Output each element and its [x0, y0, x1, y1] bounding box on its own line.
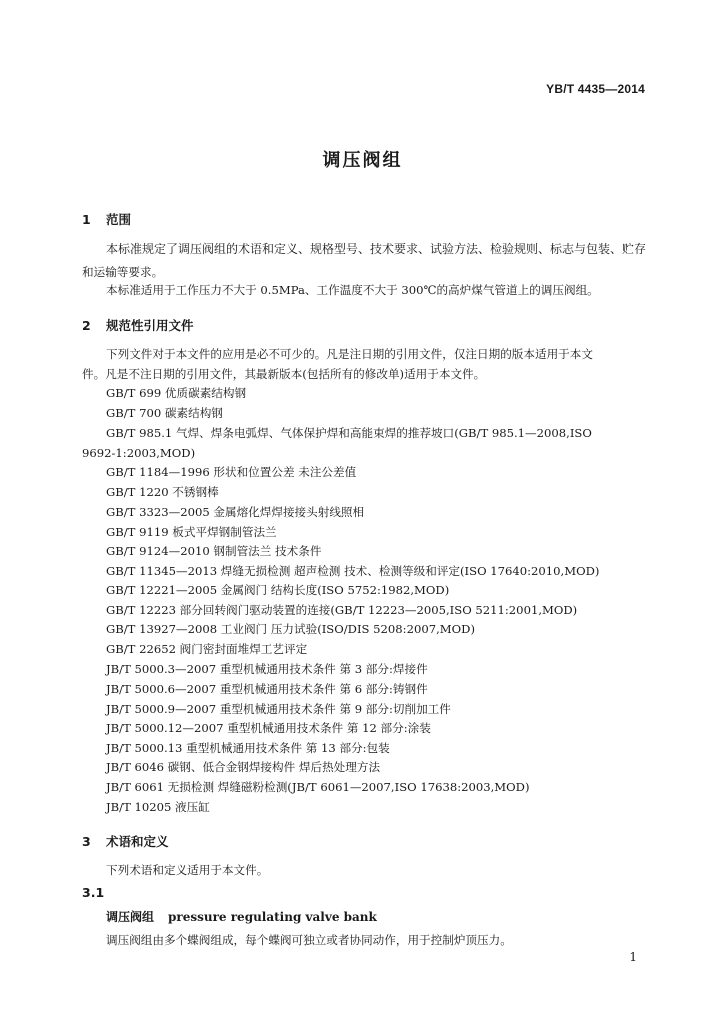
- ref-item: GB/T 699 优质碳素结构钢: [106, 386, 247, 400]
- ref-item: GB/T 985.1 气焊、焊条电弧焊、气体保护焊和高能束焊的推荐坡口(GB/T 985.1—2008,ISO: [106, 426, 592, 440]
- section-2-heading: [82, 316, 194, 334]
- term-english: pressure regulating valve bank: [168, 910, 377, 924]
- ref-item: GB/T 11345—2013 焊缝无损检测 超声检测 技术、检测等级和评定(ISO 17640:2010,MOD): [106, 564, 600, 578]
- term-entry: [106, 908, 377, 925]
- section-title: 范围: [106, 212, 132, 227]
- ref-item: GB/T 9124—2010 钢制管法兰 技术条件: [106, 544, 322, 558]
- section-2-intro-line-1: 下列文件对于本文件的应用是必不可少的。凡是注日期的引用文件，仅注日期的版本适用于本文: [106, 347, 593, 361]
- ref-item-cont: 9692-1:2003,MOD): [82, 446, 196, 460]
- section-title: 规范性引用文件: [106, 318, 194, 333]
- ref-item: JB/T 5000.12—2007 重型机械通用技术条件 第 12 部分:涂装: [106, 721, 431, 735]
- ref-item: GB/T 700 碳素结构钢: [106, 406, 223, 420]
- ref-item: GB/T 12223 部分回转阀门驱动装置的连接(GB/T 12223—2005,ISO 5211:2001,MOD): [106, 603, 578, 617]
- term-chinese: 调压阀组: [106, 910, 155, 924]
- term-definition: 调压阀组由多个蝶阀组成，每个蝶阀可独立或者协同动作，用于控制炉顶压力。: [106, 933, 512, 947]
- ref-item: GB/T 9119 板式平焊钢制管法兰: [106, 525, 277, 539]
- para-line: 本标准规定了调压阀组的术语和定义、规格型号、技术要求、试验方法、检验规则、标志与包装、贮存: [106, 242, 647, 256]
- ref-item: JB/T 5000.13 重型机械通用技术条件 第 13 部分:包装: [106, 741, 390, 755]
- ref-item: GB/T 22652 阀门密封面堆焊工艺评定: [106, 642, 308, 656]
- standard-code: YB/T 4435—2014: [546, 82, 645, 96]
- ref-item: JB/T 5000.9—2007 重型机械通用技术条件 第 9 部分:切削加工件: [106, 702, 451, 716]
- ref-item: JB/T 6046 碳钢、低合金钢焊接构件 焊后热处理方法: [106, 760, 381, 774]
- section-1-para-1: [82, 238, 647, 260]
- ref-item: JB/T 5000.6—2007 重型机械通用技术条件 第 6 部分:铸钢件: [106, 682, 428, 696]
- ref-item: GB/T 3323—2005 金属熔化焊焊接接头射线照相: [106, 505, 365, 519]
- ref-item: GB/T 12221—2005 金属阀门 结构长度(ISO 5752:1982,MOD): [106, 583, 450, 597]
- section-2-intro-line-2: 件。凡是不注日期的引用文件，其最新版本(包括所有的修改单)适用于本文件。: [82, 367, 486, 381]
- section-3-intro: 下列术语和定义适用于本文件。: [106, 863, 269, 877]
- page-number: 1: [629, 950, 637, 964]
- page-title: 调压阀组: [322, 150, 403, 171]
- section-1-para-1-cont: 和运输等要求。: [82, 265, 164, 279]
- ref-item: JB/T 10205 液压缸: [106, 800, 210, 814]
- ref-item: JB/T 6061 无损检测 焊缝磁粉检测(JB/T 6061—2007,ISO 17638:2003,MOD): [106, 780, 530, 794]
- section-number: 1: [82, 212, 91, 227]
- ref-item: JB/T 5000.3—2007 重型机械通用技术条件 第 3 部分:焊接件: [106, 662, 428, 676]
- ref-item: GB/T 13927—2008 工业阀门 压力试验(ISO/DIS 5208:2007,MOD): [106, 622, 475, 636]
- section-number: 3: [82, 834, 91, 849]
- section-1-heading: [82, 210, 131, 228]
- section-1-para-2: 本标准适用于工作压力不大于 0.5MPa、工作温度不大于 300℃的高炉煤气管道上的调压阀组。: [106, 283, 599, 297]
- ref-item: GB/T 1220 不锈钢棒: [106, 485, 219, 499]
- subsection-number: 3.1: [82, 885, 105, 900]
- ref-item: GB/T 1184—1996 形状和位置公差 未注公差值: [106, 465, 357, 479]
- section-title: 术语和定义: [106, 834, 169, 849]
- section-number: 2: [82, 318, 91, 333]
- section-3-heading: [82, 832, 169, 850]
